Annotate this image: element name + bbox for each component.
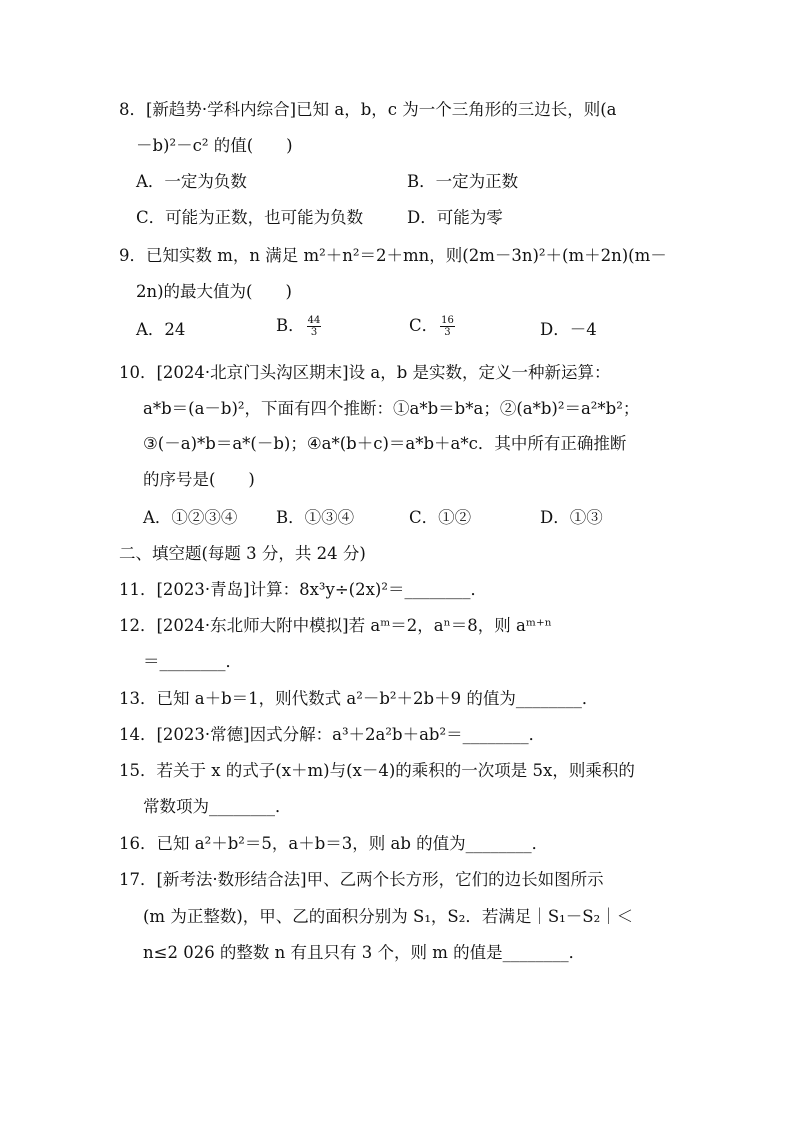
q16: 16．已知 a²＋b²＝5，a＋b＝3，则 ab 的值为________． xyxy=(119,834,549,853)
q11: 11．[2023·青岛]计算：8x³y÷(2x)²＝________． xyxy=(119,580,487,599)
q17-line-1: 17．[新考法·数形结合法]甲、乙两个长方形，它们的边长如图所示 xyxy=(119,870,604,889)
q15-line-1: 15．若关于 x 的式子(x＋m)与(x－4)的乘积的一次项是 5x，则乘积的 xyxy=(119,761,635,780)
q12-line-2: ＝________． xyxy=(143,652,242,671)
q10-line-3: ③(－a)*b＝a*(－b)；④a*(b＋c)＝a*b＋a*c．其中所有正确推断 xyxy=(143,434,627,453)
q9-option-d: D．－4 xyxy=(540,320,597,339)
q10-option-c: C．①② xyxy=(409,508,472,527)
q15-line-2: 常数项为________． xyxy=(143,797,292,816)
q9-option-b-denominator: 3 xyxy=(310,327,318,338)
q17-line-3: n≤2 026 的整数 n 有且只有 3 个，则 m 的值是________． xyxy=(143,943,586,962)
q8-line-1: 8．[新趋势·学科内综合]已知 a，b，c 为一个三角形的三边长，则(a xyxy=(119,100,617,119)
q9-option-c-label: C． xyxy=(409,316,439,335)
q8-option-d: D．可能为零 xyxy=(407,208,503,227)
q9-option-b-fraction xyxy=(307,315,322,338)
q17-line-2: (m 为正整数)，甲、乙的面积分别为 S₁，S₂．若满足｜S₁－S₂｜＜ xyxy=(143,907,634,926)
q10-option-d: D．①③ xyxy=(540,508,603,527)
q13: 13．已知 a＋b＝1，则代数式 a²－b²＋2b＋9 的值为________． xyxy=(119,689,599,708)
q10-option-a: A．①②③④ xyxy=(143,508,238,527)
q9-option-c xyxy=(409,315,457,338)
q9-option-c-numerator: 16 xyxy=(441,315,454,326)
q10-option-b: B．①③④ xyxy=(276,508,355,527)
q12-line-1: 12．[2024·东北师大附中模拟]若 aᵐ＝2，aⁿ＝8，则 aᵐ⁺ⁿ xyxy=(119,616,552,635)
q9-option-c-fraction xyxy=(440,315,455,338)
q8-option-b: B．一定为正数 xyxy=(407,172,519,191)
q9-line-1: 9．已知实数 m，n 满足 m²＋n²＝2＋mn，则(2m－3n)²＋(m＋2n)(m－ xyxy=(119,246,667,265)
q8-line-2: －b)²－c² 的值( ) xyxy=(136,136,293,155)
q10-line-1: 10．[2024·北京门头沟区期末]设 a，b 是实数，定义一种新运算： xyxy=(119,363,611,382)
q8-option-a: A．一定为负数 xyxy=(136,172,247,191)
section-heading-fill-in: 二、填空题(每题 3 分，共 24 分) xyxy=(119,544,366,563)
q9-option-b-label: B． xyxy=(276,316,305,335)
q9-option-b xyxy=(276,315,323,338)
q10-line-2: a*b＝(a－b)²，下面有四个推断：①a*b＝b*a；②(a*b)²＝a²*b²； xyxy=(143,399,640,418)
q9-option-b-numerator: 44 xyxy=(307,315,321,326)
q10-line-4: 的序号是( ) xyxy=(143,470,255,489)
q8-option-c: C．可能为正数，也可能为负数 xyxy=(136,208,364,227)
q9-line-2: 2n)的最大值为( ) xyxy=(136,282,292,301)
q9-option-a: A．24 xyxy=(136,320,186,339)
q14: 14．[2023·常德]因式分解：a³＋2a²b＋ab²＝________． xyxy=(119,725,546,744)
q9-option-c-denominator: 3 xyxy=(444,327,451,338)
